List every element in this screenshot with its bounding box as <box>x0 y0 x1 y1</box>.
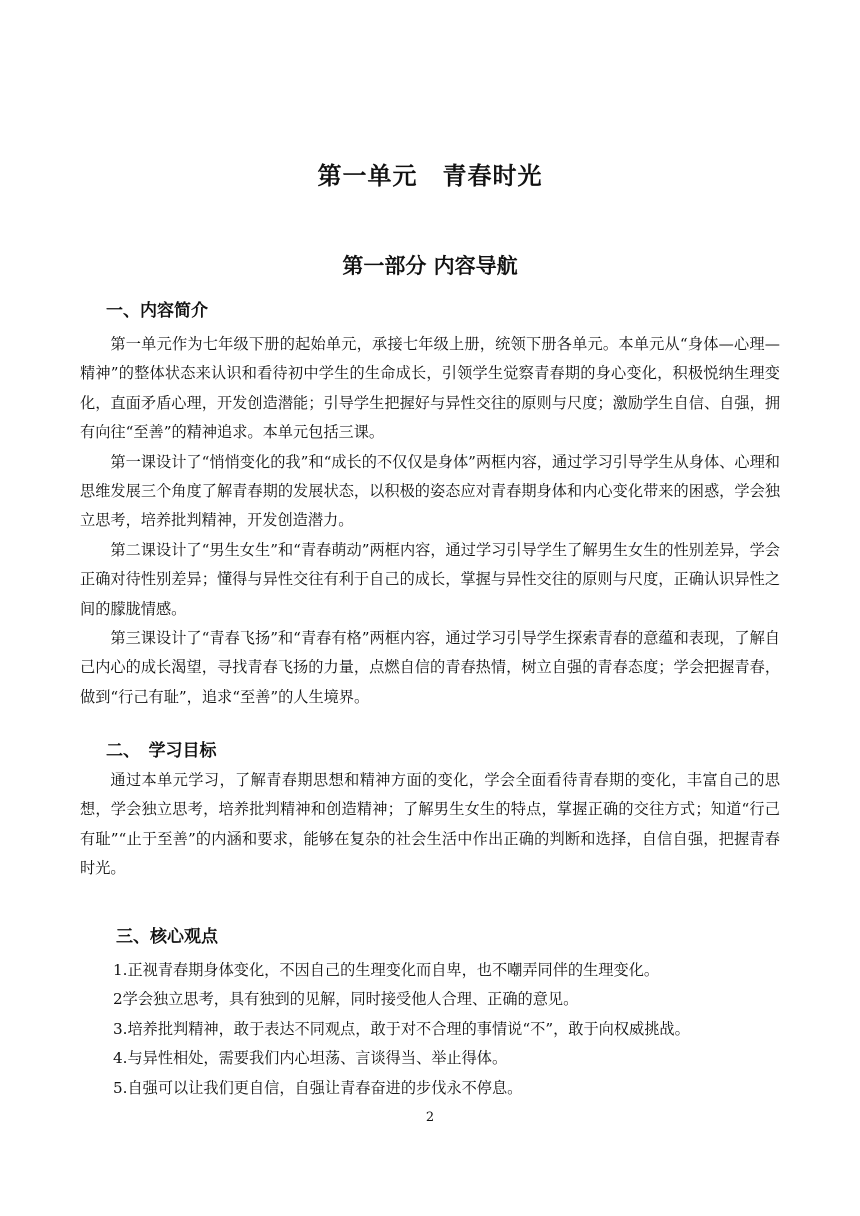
unit-title: 第一单元 青春时光 <box>317 162 543 190</box>
core-point: 1.正视青春期身体变化，不因自己的生理变化而自卑，也不嘲弄同伴的生理变化。 <box>113 961 660 979</box>
intro-section-body <box>80 330 780 712</box>
goals-paragraph: 通过本单元学习，了解青春期思想和精神方面的变化，学会全面看待青春期的变化，丰富自己的思想，学会独立思考，培养批判精神和创造精神；了解男生女生的特点，掌握正确的交往方式；知道“行己有耻”“止于至善”的内涵和要求，能够在复杂的社会生活中作出正确的判断和选择，自信自强，把握青春时光。 <box>80 771 780 878</box>
core-point: 3.培养批判精神，敢于表达不同观点，敢于对不合理的事情说“不”，敢于向权威挑战。 <box>113 1019 690 1038</box>
core-points-list <box>113 956 813 1103</box>
section-heading-goals: 二、 学习目标 <box>106 741 217 761</box>
section-heading-core: 三、核心观点 <box>116 927 218 947</box>
intro-paragraph: 第一课设计了“悄悄变化的我”和“成长的不仅仅是身体”两框内容，通过学习引导学生从身体、心理和思维发展三个角度了解青春期的发展状态，以积极的姿态应对青春期身体和内心变化带来的困惑，学会独立思考，培养批判精神，开发创造潜力。 <box>80 452 780 530</box>
core-point: 5.自强可以让我们更自信，自强让青春奋进的步伐永不停息。 <box>113 1078 523 1097</box>
intro-paragraph: 第三课设计了“青春飞扬”和“青春有格”两框内容，通过学习引导学生探索青春的意蕴和表现，了解自己内心的成长渴望，寻找青春飞扬的力量，点燃自信的青春热情，树立自强的青春态度；学会把握青春，做到“行己有耻”，追求“至善”的人生境界。 <box>80 629 780 706</box>
goals-section-body <box>80 766 780 884</box>
part-title: 第一部分 内容导航 <box>342 254 518 278</box>
page-number: 2 <box>425 1110 435 1125</box>
core-point: 4.与异性相处，需要我们内心坦荡、言谈得当、举止得体。 <box>113 1049 508 1068</box>
intro-paragraph: 第二课设计了“男生女生”和“青春萌动”两框内容，通过学习引导学生了解男生女生的性别差异，学会正确对待性别差异；懂得与异性交往有利于自己的成长，掌握与异性交往的原则与尺度，正确认识异性之间的朦胧情感。 <box>80 540 780 618</box>
section-heading-intro: 一、内容简介 <box>106 301 208 321</box>
core-point: 2学会独立思考，具有独到的见解，同时接受他人合理、正确的意见。 <box>113 990 579 1009</box>
intro-paragraph: 第一单元作为七年级下册的起始单元，承接七年级上册，统领下册各单元。本单元从“身体—心理—精神”的整体状态来认识和看待初中学生的生命成长，引领学生觉察青春期的身心变化，积极悦纳生理变化，直面矛盾心理，开发创造潜能；引导学生把握好与异性交往的原则与尺度；激励学生自信、自强，拥有向往“至善”的精神追求。本单元包括三课。 <box>80 335 780 442</box>
